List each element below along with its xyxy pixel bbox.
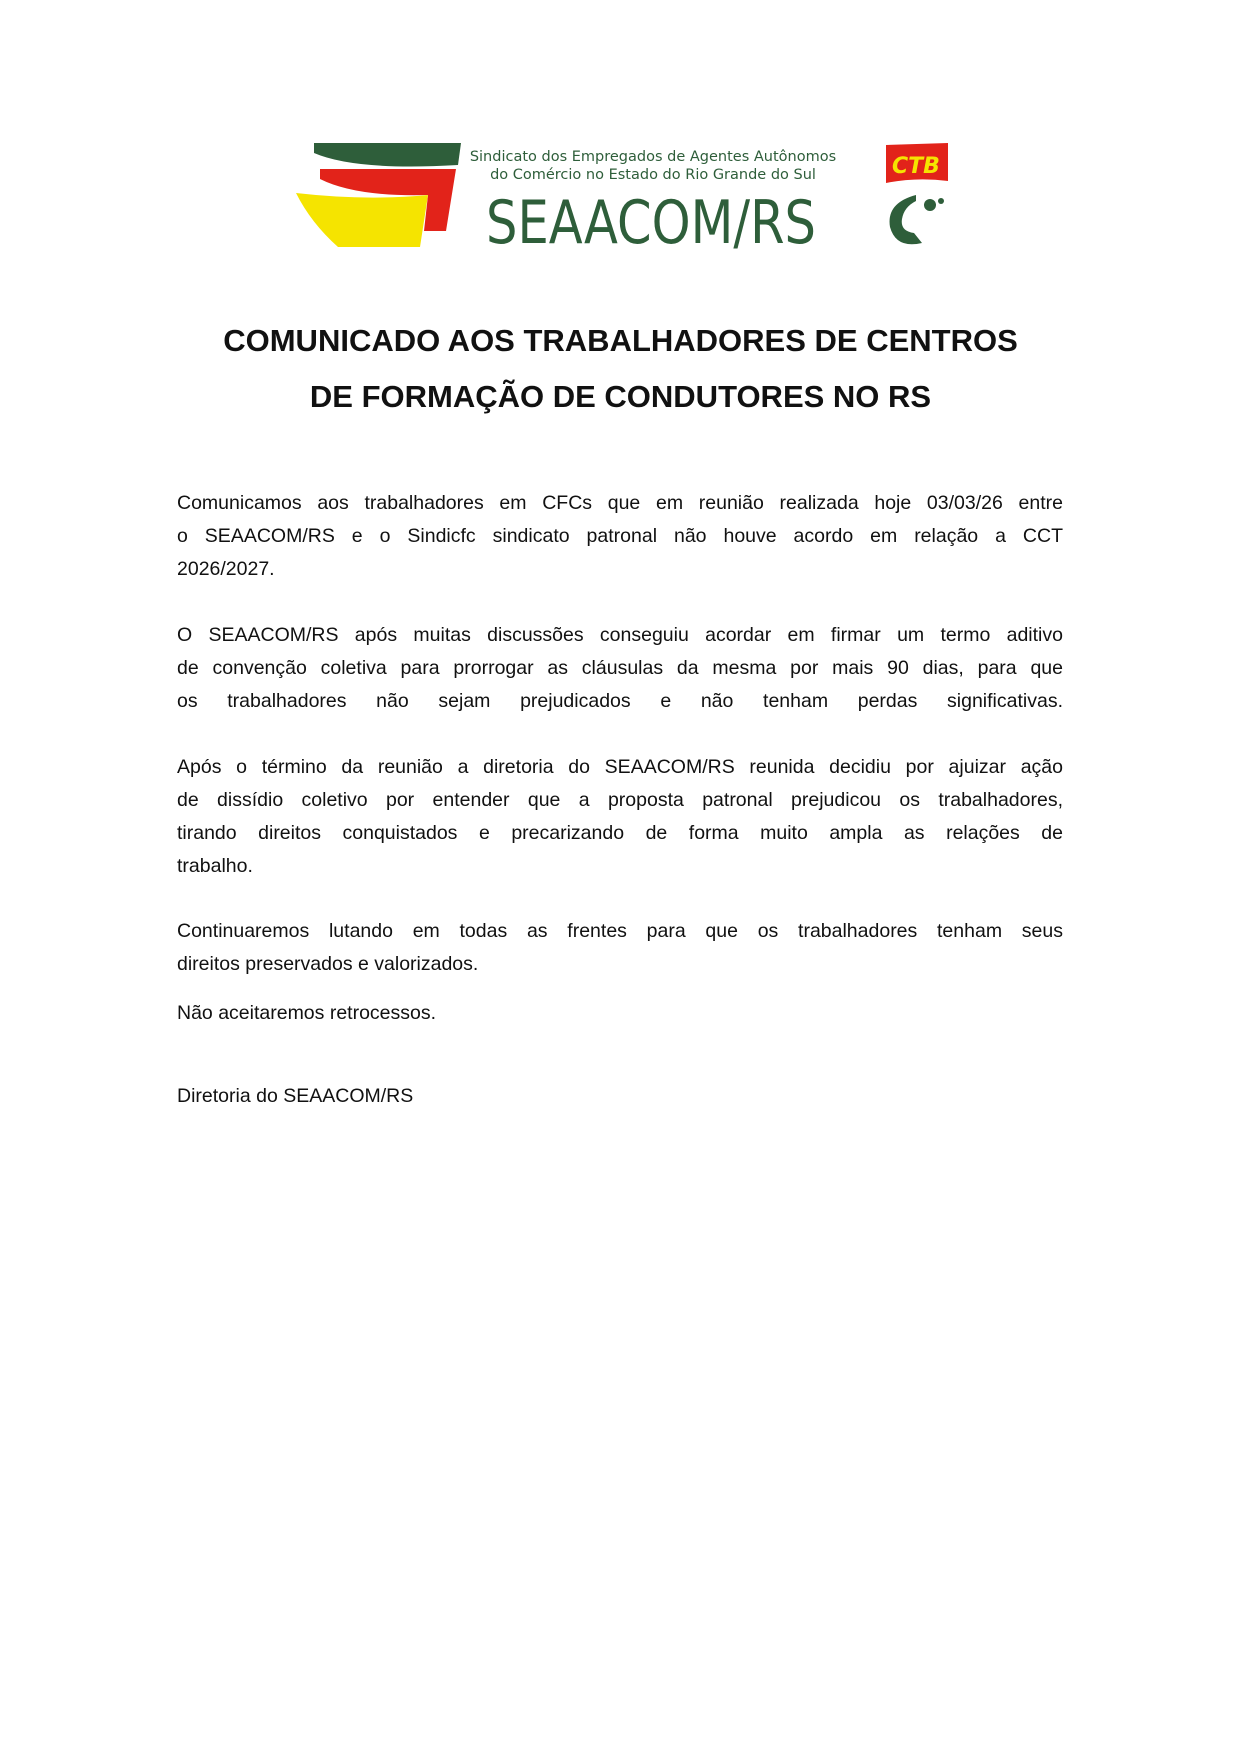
- document-title: [150, 313, 1091, 425]
- text-line: de convenção coletiva para prorrogar as cláusulas da mesma por mais 90 dias, para que: [177, 657, 1063, 679]
- paragraph: [177, 915, 1063, 981]
- svg-text:SEAACOM/RS: SEAACOM/RS: [486, 188, 816, 251]
- text-line: Após o término da reunião a diretoria do SEAACOM/RS reunida decidiu por ajuizar ação: [177, 756, 1063, 778]
- text-line: O SEAACOM/RS após muitas discussões conseguiu acordar em firmar um termo aditivo: [177, 624, 1063, 646]
- text-line: Comunicamos aos trabalhadores em CFCs que em reunião realizada hoje 03/03/26 entre: [177, 492, 1063, 514]
- text-line: 2026/2027.: [177, 558, 275, 580]
- text-line: direitos preservados e valorizados.: [177, 953, 479, 975]
- flag-stripes-icon: [296, 143, 461, 247]
- paragraph: [177, 487, 1063, 586]
- seaacom-logo: [296, 143, 948, 251]
- text-line: o SEAACOM/RS e o Sindicfc sindicato patronal não houve acordo em relação a CCT: [177, 525, 1063, 547]
- text-line: de dissídio coletivo por entender que a proposta patronal prejudicou os trabalhadores,: [177, 789, 1063, 811]
- paragraph: [177, 619, 1063, 718]
- title-line: COMUNICADO AOS TRABALHADORES DE CENTROS: [223, 323, 1018, 358]
- text-line: tirando direitos conquistados e precarizando de forma muito ampla as relações de: [177, 822, 1063, 844]
- text-line: Não aceitaremos retrocessos.: [177, 1002, 437, 1024]
- text-line: trabalho.: [177, 855, 253, 877]
- paragraph: [177, 997, 1063, 1030]
- svg-text:Sindicato dos Empregados de Ag: Sindicato dos Empregados de Agentes Autônomos: [469, 149, 837, 165]
- svg-text:do Comércio no Estado do Rio G: do Comércio no Estado do Rio Grande do Sul: [490, 167, 816, 183]
- ctb-badge-icon: [886, 143, 948, 244]
- text-line: os trabalhadores não sejam prejudicados e não tenham perdas significativas.: [177, 690, 1063, 712]
- svg-text:CTB: CTB: [892, 154, 940, 179]
- title-line: DE FORMAÇÃO DE CONDUTORES NO RS: [309, 379, 932, 414]
- text-line: Continuaremos lutando em todas as frentes para que os trabalhadores tenham seus: [177, 920, 1063, 942]
- paragraph: [177, 751, 1063, 883]
- signature: [177, 1080, 1063, 1113]
- signature-text: Diretoria do SEAACOM/RS: [177, 1085, 414, 1107]
